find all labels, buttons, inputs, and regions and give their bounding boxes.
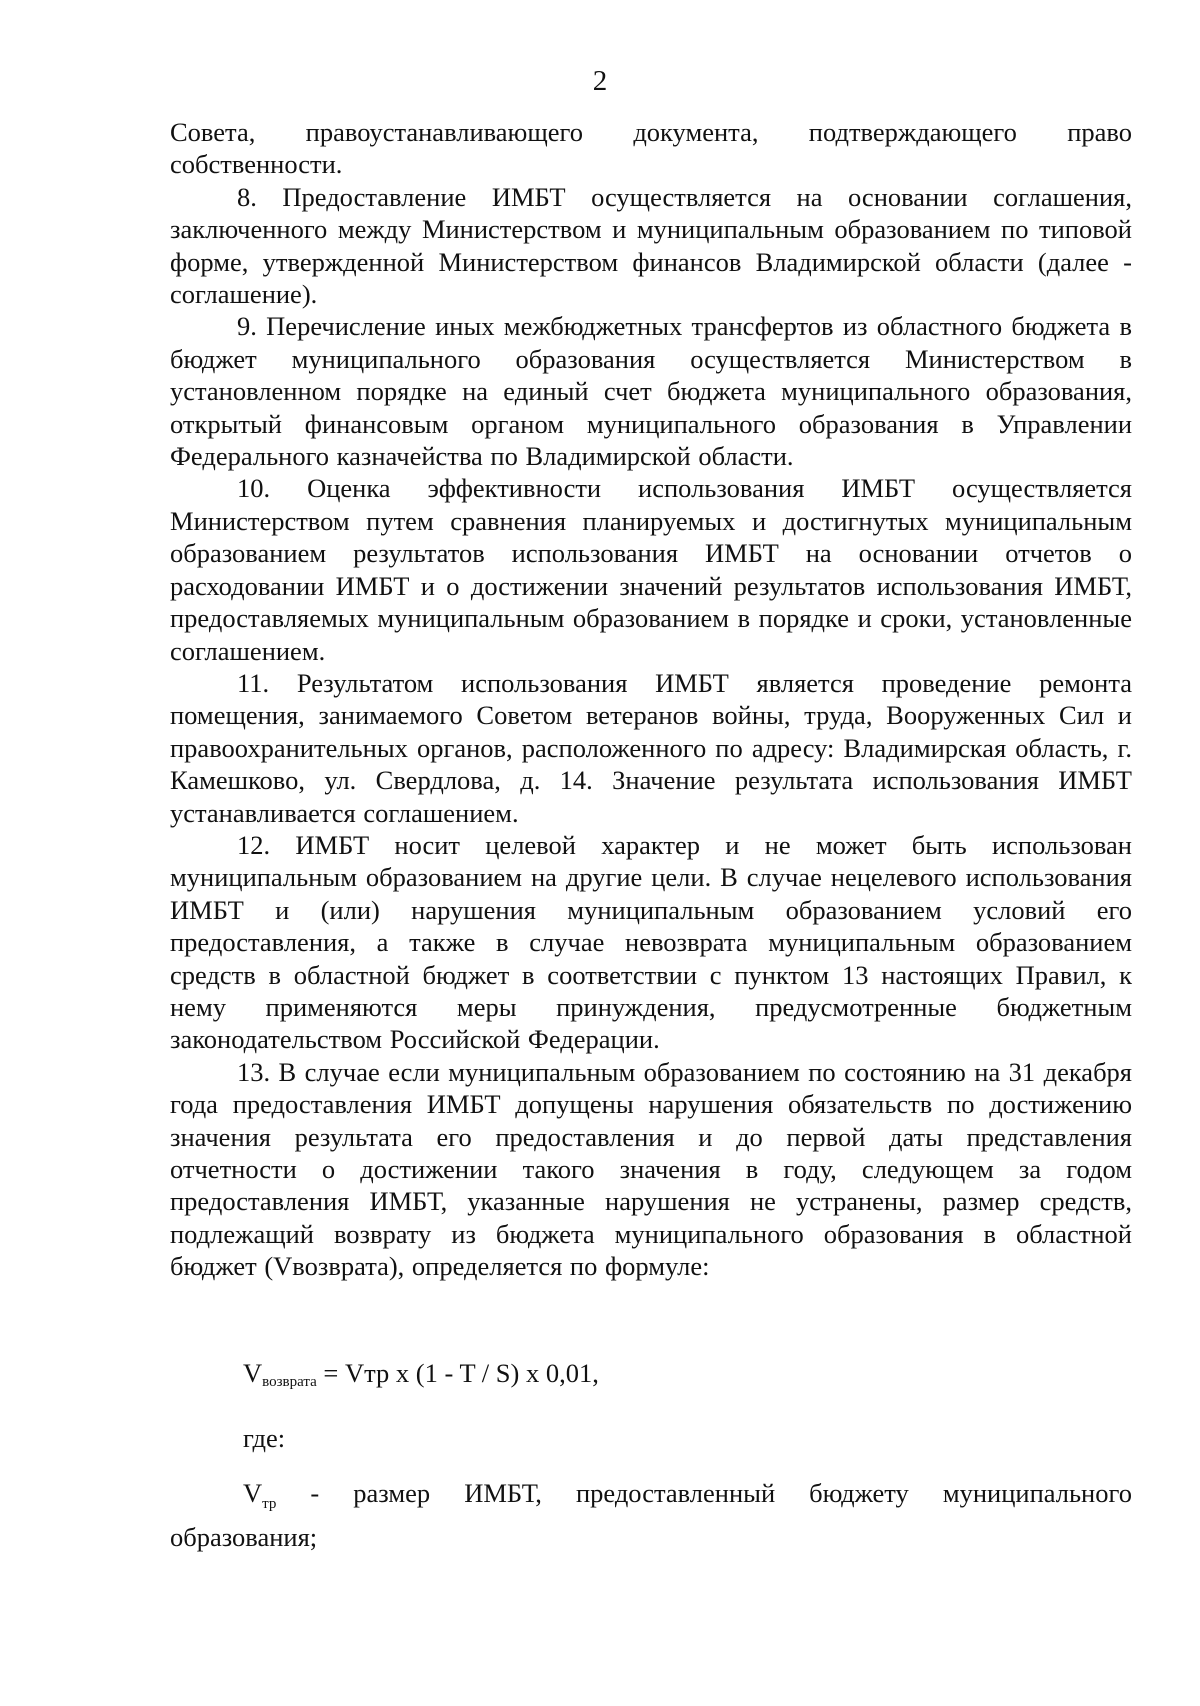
page-number: 2 <box>592 65 608 97</box>
paragraph-8: 8. Предоставление ИМБТ осуществляется на основании соглашения, заключенного между Министерством и муниципальным образованием по типовой форме, утвержденной Министерством финансов Владимирской области (далее - соглашение). <box>170 181 1132 310</box>
definition-word: ИМБТ, <box>464 1478 542 1508</box>
definition-word: бюджету <box>809 1478 909 1508</box>
paragraph-11: 11. Результатом использования ИМБТ является проведение ремонта помещения, занимаемого Советом ветеранов войны, труда, Вооруженных Сил и правоохранительных органов, расположенного по адресу: Владимирская область, г. Камешково, ул. Свердлова, д. 14. Значение результата использования ИМБТ устанавливается соглашением. <box>170 667 1132 828</box>
return-amount-formula <box>243 1356 599 1399</box>
definition-dash: - <box>310 1478 320 1508</box>
formula-rhs: = Vтр x (1 - T / S) x 0,01, <box>323 1358 599 1388</box>
variable-definition <box>170 1477 1132 1554</box>
definition-continuation: образования; <box>170 1522 318 1552</box>
paragraph-10: 10. Оценка эффективности использования ИМБТ осуществляется Министерством путем сравнения планируемых и достигнутых муниципальным образованием результатов использования ИМБТ на основании отчетов о расходовании ИМБТ и о достижении значений результатов использования ИМБТ, предоставляемых муниципальным образованием в порядке и сроки, установленные соглашением. <box>170 473 1132 666</box>
definition-line <box>170 1477 1132 1521</box>
paragraph-12: 12. ИМБТ носит целевой характер и не может быть использован муниципальным образованием на другие цели. В случае нецелевого использования ИМБТ и (или) нарушения муниципальным образованием условий его предоставления, а также в случае невозврата муниципальным образованием средств в областной бюджет в соответствии с пунктом 13 настоящих Правил, к нему применяются меры принуждения, предусмотренные бюджетным законодательством Российской Федерации. <box>170 829 1132 1055</box>
definition-variable <box>243 1477 276 1521</box>
definition-subscript: тр <box>262 1496 277 1512</box>
definition-word: предоставленный <box>575 1478 776 1508</box>
paragraph-continuation: Совета, правоустанавливающего документа, подтверждающего право собственности. <box>170 117 1132 180</box>
definition-symbol: V <box>243 1478 263 1508</box>
formula-lhs-subscript: возврата <box>262 1374 317 1390</box>
formula-lhs-symbol: V <box>243 1358 263 1388</box>
document-body <box>170 116 1132 1283</box>
paragraph-13: 13. В случае если муниципальным образованием по состоянию на 31 декабря года предоставления ИМБТ допущены нарушения обязательств по достижению значения результата его предоставления и до первой даты представления отчетности о достижении такого значения в году, следующем за годом предоставления ИМБТ, указанные нарушения не устранены, размер средств, подлежащий возврату из бюджета муниципального образования в областной бюджет (Vвозврата), определяется по формуле: <box>170 1056 1132 1282</box>
where-label: где: <box>243 1423 286 1453</box>
definition-word: размер <box>353 1478 431 1508</box>
definition-word: муниципального <box>942 1478 1132 1508</box>
paragraph-9: 9. Перечисление иных межбюджетных трансфертов из областного бюджета в бюджет муниципального образования осуществляется Министерством в установленном порядке на единый счет бюджета муниципального образования, открытый финансовым органом муниципального образования в Управлении Федерального казначейства по Владимирской области. <box>170 311 1132 472</box>
